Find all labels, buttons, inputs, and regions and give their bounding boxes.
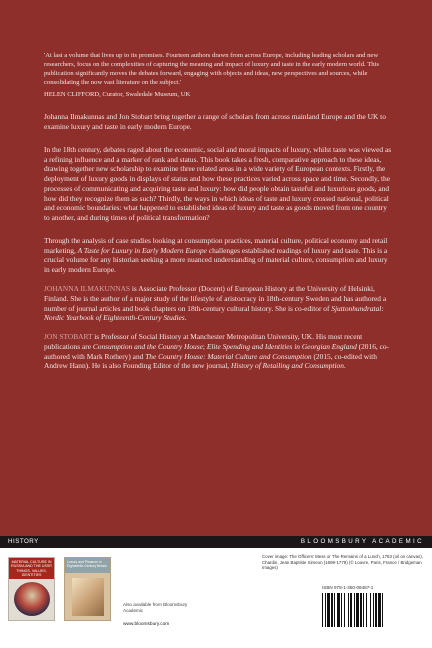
also-available-text: Also available from Bloomsbury Academic (123, 602, 188, 613)
subject-strip (0, 536, 432, 548)
back-cover-text (44, 52, 394, 371)
intro-paragraph: Johanna Ilmakunnas and Jon Stobart bring together a range of scholars from across mainland Europe and the UK to examine luxury and taste in early modern Europe. (44, 112, 386, 132)
barcode-bar (360, 593, 362, 627)
related-book-cover (8, 557, 55, 621)
cover-illustration (72, 578, 104, 616)
journal-title: History of Retailing and Consumption (231, 361, 344, 371)
bio-text: (2016, co-authored with Mark Rothery) and (44, 341, 390, 361)
barcode-bar (325, 593, 326, 627)
barcode-bar (350, 593, 352, 627)
barcode-bar (327, 593, 330, 627)
publication-title: The Country House: Material Culture and Consumption (145, 351, 312, 361)
summary-paragraph (44, 236, 394, 275)
bio-text: is Professor of Social History at Manchester Metropolitan University, UK. His most recent publications are (44, 332, 363, 351)
editor-bio-stobart (44, 332, 394, 371)
bio-end: . (184, 313, 187, 323)
publication-title: Consumption and the Country House (92, 341, 203, 351)
barcode-bar (334, 593, 335, 627)
editor-bio-ilmakunnas (44, 284, 394, 323)
barcode (320, 593, 408, 633)
book-title: A Taste for Luxury in Early Modern Europe (77, 245, 207, 255)
publisher-url: www.bloomsbury.com (123, 622, 170, 627)
isbn-label: ISBN 978-1-350-09487-1 (322, 585, 374, 590)
barcode-bar (356, 593, 359, 627)
barcode-bar (378, 593, 381, 627)
editor-name: JON STOBART (44, 332, 93, 342)
cover-illustration (14, 582, 50, 616)
barcode-bar (363, 593, 364, 627)
publisher-label: BLOOMSBURY ACADEMIC (300, 538, 424, 545)
related-book-cover (64, 557, 111, 621)
barcode-bar (337, 593, 340, 627)
barcode-bar (322, 593, 323, 627)
summary-text-pre: Through the analysis of case studies looking at consumption practices, material culture, political economy and retail marketing, (44, 235, 388, 255)
bio-text: is Associate Professor (Docent) of European History at the University of Helsinki, Finland. She is the author of a major study of the lifestyle of aristocracy in 18th-century Sweden and has authored a number of journal articles and book chapters on 18th-century cultural history. She is co-editor of (44, 283, 387, 313)
journal-title: Sjuttonhundratal: Nordic Yearbook of Eighteenth-Century Studies (44, 303, 384, 323)
endorsement-attribution: HELEN CLIFFORD, Curator, Swaledale Museum, UK (44, 90, 191, 98)
cover-image-credit: Cover image: The Officers' Mess or The Remains of a Lunch, 1763 (oil on canvas), Chardin, Jean Baptiste Simeon (1699-1779) (© Louvre, Paris, France / Bridgeman Images) (262, 554, 423, 571)
subject-label: HISTORY (8, 538, 39, 545)
barcode-bar (382, 593, 383, 627)
bio-text: ; (202, 341, 207, 351)
publication-title: Elite Spending and Identities in Georgian England (206, 341, 357, 351)
barcode-bar (370, 593, 371, 627)
bottom-panel (0, 548, 432, 648)
barcode-bar (366, 593, 367, 627)
related-book-title: MATERIAL CULTURE IN RUSSIA AND THE USSR THINGS, VALUES, IDENTITIES (9, 558, 54, 579)
barcode-bar (331, 593, 333, 627)
bio-end: . (343, 361, 346, 371)
related-book-title: Luxury and Pleasure in Eighteenth-Century Britain (65, 558, 110, 573)
barcode-bar (375, 593, 377, 627)
bio-text: (2015, co-edited with Andrew Hann). He is also Founding Editor of the new journal, (44, 351, 377, 371)
barcode-bar (348, 593, 349, 627)
editor-name: JOHANNA ILMAKUNNAS (44, 283, 131, 293)
barcode-bar (373, 593, 374, 627)
barcode-bar (341, 593, 342, 627)
description-paragraph: In the 18th century, debates raged about the economic, social and moral impacts of luxury, whilst taste was viewed as a refining influence and a marker of rank and status. This book takes a fresh, comparative approach to these ideas, drawing together new scholarship to examine three related areas in a wide variety of European contexts. Firstly, the deployment of luxury goods in displays of status and how these practices varied across space and time. Secondly, the processes of communicating and acquiring taste and luxury: how did people obtain tasteful and luxurious goods, and how did they recognize them as such? Thirdly, the ways in which ideas of taste and luxury crossed national, political and economic boundaries: what happened to established ideas of luxury and taste as goods moved from one country to another, and during times of political transformation? (44, 144, 392, 223)
barcode-bar (354, 593, 355, 627)
endorsement-quote: 'At last a volume that lives up to its promises. Fourteen authors drawn from across Europe, including leading scholars and new researchers, focus on the complexities of capturing the meaning and impact of luxury and taste in the early modern world. This publication significantly moves the debates forward, engaging with objects and ideas, new perspectives and sources, while consolidating the now vast literature on the subject.' (44, 52, 379, 86)
barcode-bar (344, 593, 345, 627)
summary-text-post: challenges established readings of luxury and taste. This is a crucial volume for any historian seeking a more nuanced understanding of material culture, consumption and luxury in early modern Europe. (44, 245, 388, 275)
